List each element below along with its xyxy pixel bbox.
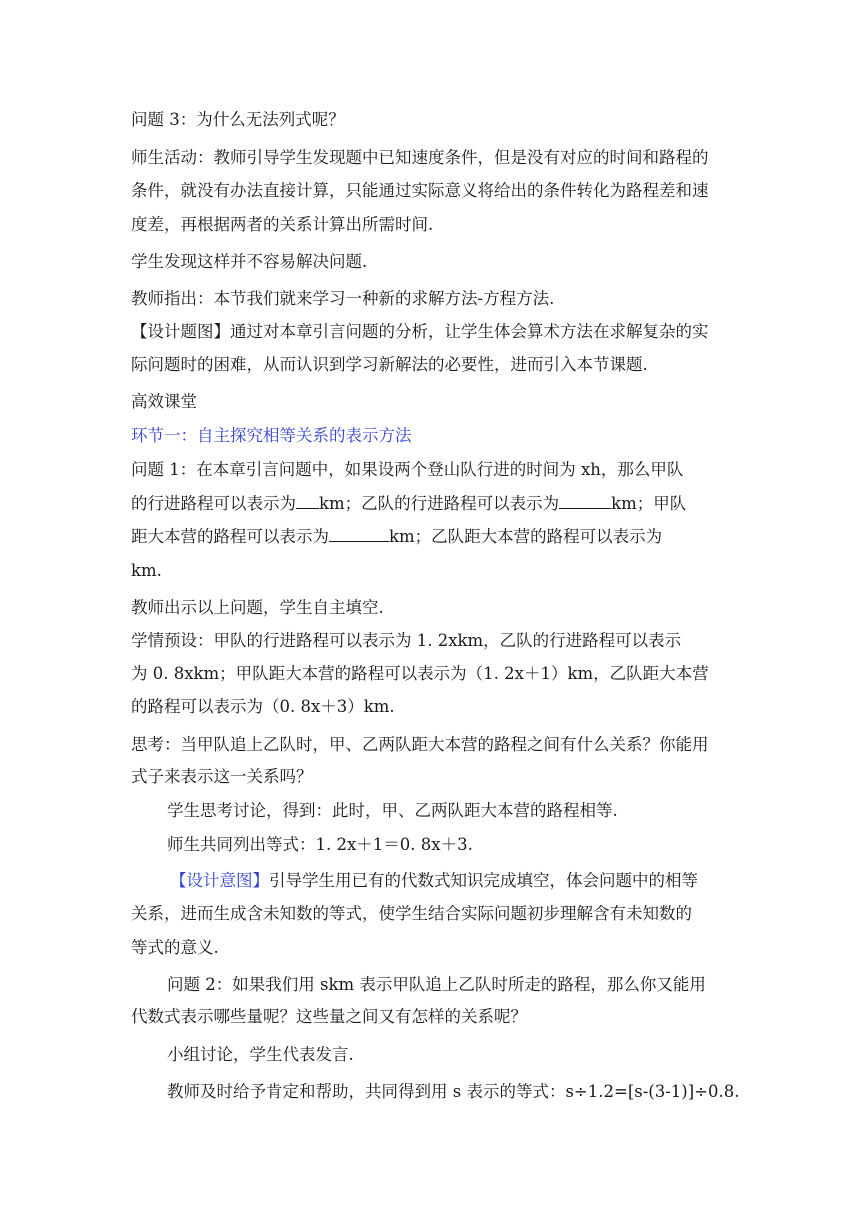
question-3: 问题 3：为什么无法列式呢？ — [131, 110, 345, 129]
paragraph-line: km. — [131, 561, 162, 580]
blank-underline — [559, 493, 611, 509]
design-note-line: 【设计题图】通过对本章引言问题的分析，让学生体会算术方法在求解复杂的实 — [131, 322, 709, 341]
paragraph-line: 教师出示以上问题，学生自主填空. — [131, 598, 384, 617]
think-question-line: 式子来表示这一关系吗？ — [131, 767, 313, 786]
design-intent-label: 【设计意图】 — [170, 871, 269, 890]
design-intent-line: 关系，进而生成含未知数的等式，使学生结合实际问题初步理解含有未知数的 — [131, 904, 692, 923]
equation-line: 师生共同列出等式：1. 2x＋1＝0. 8x＋3. — [167, 835, 473, 854]
paragraph-line: 师生活动：教师引导学生发现题中已知速度条件，但是没有对应的时间和路程的 — [131, 148, 709, 167]
text-segment: km；乙队的行进路程可以表示为 — [319, 494, 560, 513]
paragraph-line: 学生思考讨论，得到：此时，甲、乙两队距大本营的路程相等. — [167, 801, 618, 820]
text-segment: km；甲队 — [611, 494, 687, 513]
question-1: 问题 1：在本章引言问题中，如果设两个登山队行进的时间为 xh，那么甲队 — [131, 460, 684, 479]
think-question-line: 思考：当甲队追上乙队时，甲、乙两队距大本营的路程之间有什么关系？你能用 — [131, 735, 709, 754]
paragraph-line: 小组讨论，学生代表发言. — [167, 1045, 354, 1064]
paragraph-line: 教师指出：本节我们就来学习一种新的求解方法-方程方法. — [131, 289, 555, 308]
subsection-heading: 环节一：自主探究相等关系的表示方法 — [131, 426, 412, 445]
equation-line: 教师及时给予肯定和帮助，共同得到用 s 表示的等式：s÷1.2=[s-(3-1)]÷0.8. — [167, 1082, 740, 1101]
design-note-line: 际问题时的困难，从而认识到学习新解法的必要性，进而引入本节课题. — [131, 355, 648, 374]
question-2: 问题 2：如果我们用 skm 表示甲队追上乙队时所走的路程，那么你又能用 — [167, 975, 706, 994]
prediction-line: 学情预设：甲队的行进路程可以表示为 1. 2xkm，乙队的行进路程可以表示 — [131, 631, 682, 650]
text-segment: 引导学生用已有的代数式知识完成填空，体会问题中的相等 — [269, 871, 698, 890]
design-intent-line — [170, 870, 780, 892]
blank-underline — [329, 526, 389, 542]
design-intent-line: 等式的意义. — [131, 938, 219, 957]
paragraph-line: 度差，再根据两者的关系计算出所需时间. — [131, 215, 434, 234]
paragraph-line: 学生发现这样并不容易解决问题. — [131, 252, 368, 271]
blank-underline — [296, 493, 319, 509]
question-2-line: 代数式表示哪些量呢？这些量之间又有怎样的关系呢？ — [131, 1007, 527, 1026]
question-1-blank-line — [131, 493, 741, 515]
paragraph-line: 条件，就没有办法直接计算，只能通过实际意义将给出的条件转化为路程差和速 — [131, 181, 709, 200]
prediction-line: 的路程可以表示为（0. 8x＋3）km. — [131, 697, 395, 716]
prediction-line: 为 0. 8xkm；甲队距大本营的路程可以表示为（1. 2x＋1）km，乙队距大本营 — [131, 664, 709, 683]
section-heading: 高效课堂 — [131, 392, 197, 411]
text-segment: 的行进路程可以表示为 — [131, 494, 296, 513]
text-segment: km；乙队距大本营的路程可以表示为 — [389, 527, 663, 546]
question-1-blank-line — [131, 526, 741, 548]
text-segment: 距大本营的路程可以表示为 — [131, 527, 329, 546]
